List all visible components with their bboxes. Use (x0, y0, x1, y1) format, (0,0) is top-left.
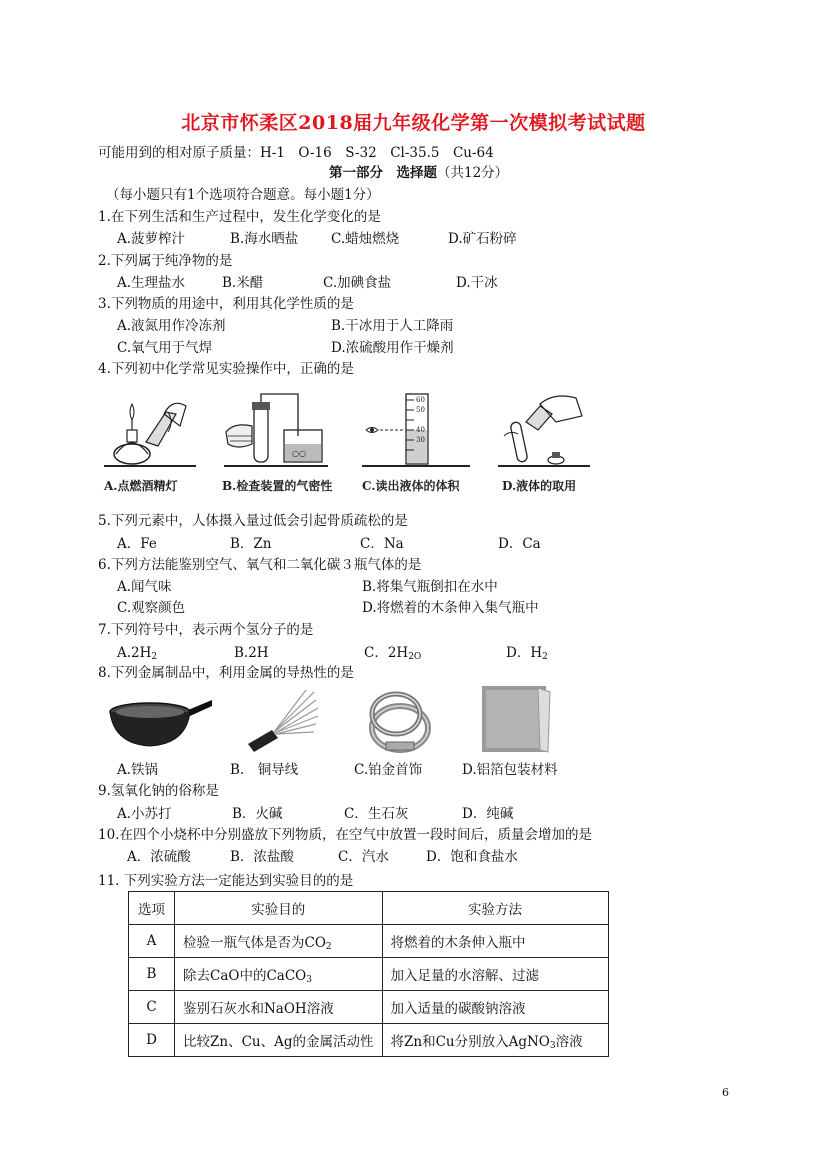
question-11-stem: 11. 下列实验方法一定能达到实验目的的是 (98, 873, 354, 889)
question-4-option-d: D.液体的取用 (502, 479, 577, 493)
cylinder-tick-60: 60 (416, 396, 425, 404)
table-row (129, 925, 609, 958)
question-2-option-d: D.干冰 (456, 275, 498, 291)
table-cell-goal: 除去CaO中的CaCO$_3$ (175, 958, 383, 991)
question-1-option-c: C.蜡烛燃烧 (331, 231, 400, 247)
table-cell-option: B (129, 958, 175, 991)
question-2-option-b: B.米醋 (222, 275, 264, 291)
question-8-option-c: C.铂金首饰 (354, 762, 423, 778)
part-name: 选择题 (396, 165, 437, 181)
question-6-option-c: C.观察颜色 (117, 600, 186, 616)
question-4-stem: 4.下列初中化学常见实验操作中，正确的是 (98, 361, 354, 377)
question-6-stem: 6.下列方法能鉴别空气、氧气和二氧化碳３瓶气体的是 (98, 557, 422, 573)
svg-text:○○: ○○ (292, 449, 306, 458)
cylinder-tick-50: 50 (416, 406, 425, 414)
experiment-table (128, 891, 609, 1057)
alcohol-lamp-figure (102, 392, 198, 470)
table-header-method: 实验方法 (382, 892, 608, 925)
question-2-stem: 2.下列属于纯净物的是 (98, 253, 233, 269)
question-5-option-b: B．Zn (230, 536, 272, 552)
table-header-row (129, 892, 609, 925)
part-heading (329, 164, 508, 182)
question-3-option-d: D.浓硫酸用作干燥剂 (331, 340, 454, 356)
table-row (129, 991, 609, 1024)
table-cell-method: 加入适量的碳酸钠溶液 (382, 991, 608, 1024)
instruction: （每小题只有1个选项符合题意。每小题1分） (106, 187, 380, 203)
question-8-option-b: B. 铜导线 (230, 762, 299, 778)
table-cell-goal: 鉴别石灰水和NaOH溶液 (175, 991, 383, 1024)
question-7-option-a: $A.2H_2$ (117, 645, 158, 662)
question-1-option-d: D.矿石粉碎 (448, 231, 517, 247)
table-header-option: 选项 (129, 892, 175, 925)
question-5-stem: 5.下列元素中，人体摄入量过低会引起骨质疏松的是 (98, 513, 408, 529)
question-3-option-c: C.氧气用于气焊 (117, 340, 213, 356)
atomic-mass-line: 可能用到的相对原子质量：H-1 O-16 S-32 Cl-35.5 Cu-64 (98, 145, 494, 161)
table-cell-option: A (129, 925, 175, 958)
question-3-stem: 3.下列物质的用途中，利用其化学性质的是 (98, 296, 354, 312)
table-cell-goal: 比较Zn、Cu、Ag的金属活动性 (175, 1024, 383, 1057)
question-3-option-b: B.干冰用于人工降雨 (331, 318, 454, 334)
question-4-option-c: C.读出液体的体积 (362, 479, 460, 493)
question-9-option-c: C．生石灰 (344, 806, 409, 822)
question-3-option-a: A.液氮用作冷冻剂 (117, 318, 226, 334)
question-10-option-a: A．浓硫酸 (127, 849, 191, 865)
question-2-option-c: C.加碘食盐 (323, 275, 392, 291)
question-7-stem: 7.下列符号中，表示两个氢分子的是 (98, 622, 314, 638)
question-10-option-b: B．浓盐酸 (230, 849, 294, 865)
question-1-option-b: B.海水晒盐 (230, 231, 299, 247)
question-10-stem: 10.在四个小烧杯中分别盛放下列物质，在空气中放置一段时间后，质量会增加的是 (98, 827, 592, 843)
question-9-option-b: B．火碱 (232, 806, 283, 822)
page-number: 6 (722, 1086, 729, 1099)
question-5-option-a: A．Fe (117, 536, 157, 552)
table-row (129, 1024, 609, 1057)
question-1-option-a: A.菠萝榨汁 (117, 231, 186, 247)
page-title: 北京市怀柔区2018届九年级化学第一次模拟考试试题 (181, 112, 646, 134)
table-cell-option: C (129, 991, 175, 1024)
table-header-goal: 实验目的 (175, 892, 383, 925)
platinum-ring-image (360, 684, 440, 756)
question-6-option-b: B.将集气瓶倒扣在水中 (362, 579, 498, 595)
question-4-option-a: A.点燃酒精灯 (104, 479, 178, 493)
question-7-option-b: B.2H (234, 645, 269, 661)
question-1-stem: 1.在下列生活和生产过程中，发生化学变化的是 (98, 209, 381, 225)
table-cell-method: 将燃着的木条伸入瓶中 (382, 925, 608, 958)
question-2-option-a: A.生理盐水 (117, 275, 186, 291)
table-cell-method: 将Zn和Cu分别放入AgNO$_3$溶液 (382, 1024, 608, 1057)
question-6-option-a: A.闻气味 (117, 579, 172, 595)
copper-wire-image (244, 686, 320, 756)
question-9-option-a: A.小苏打 (117, 806, 172, 822)
question-10-option-d: D．饱和食盐水 (426, 849, 518, 865)
cylinder-tick-40: 40 (416, 426, 425, 434)
question-5-option-c: C．Na (360, 536, 404, 552)
question-9-option-d: D．纯碱 (462, 806, 514, 822)
question-8-option-d: D.铝箔包装材料 (462, 762, 558, 778)
question-4-option-b: B.检查装置的气密性 (222, 479, 333, 493)
liquid-dispensing-figure (496, 392, 592, 470)
question-5-option-d: D．Ca (498, 536, 541, 552)
table-row (129, 958, 609, 991)
question-10-option-c: C．汽水 (338, 849, 389, 865)
question-9-stem: 9.氢氧化钠的俗称是 (98, 783, 219, 799)
graduated-cylinder-figure (360, 392, 472, 470)
table-cell-goal: 检验一瓶气体是否为$CO_2$ (175, 925, 383, 958)
question-8-option-a: A.铁锅 (117, 762, 159, 778)
table-cell-option: D (129, 1024, 175, 1057)
wok-image (104, 688, 214, 754)
part-points: （共12分） (437, 165, 509, 181)
table-cell-method: 加入足量的水溶解、过滤 (382, 958, 608, 991)
part-label: 第一部分 (329, 165, 383, 181)
cylinder-tick-30: 30 (416, 436, 425, 444)
aluminum-foil-image (478, 682, 554, 756)
question-7-option-d: D．$H_2$ (506, 645, 548, 662)
question-7-option-c: C．$2H_{2O}$ (364, 645, 422, 662)
question-6-option-d: D.将燃着的木条伸入集气瓶中 (362, 600, 539, 616)
airtightness-check-figure (222, 392, 330, 470)
question-8-stem: 8.下列金属制品中，利用金属的导热性的是 (98, 665, 354, 681)
